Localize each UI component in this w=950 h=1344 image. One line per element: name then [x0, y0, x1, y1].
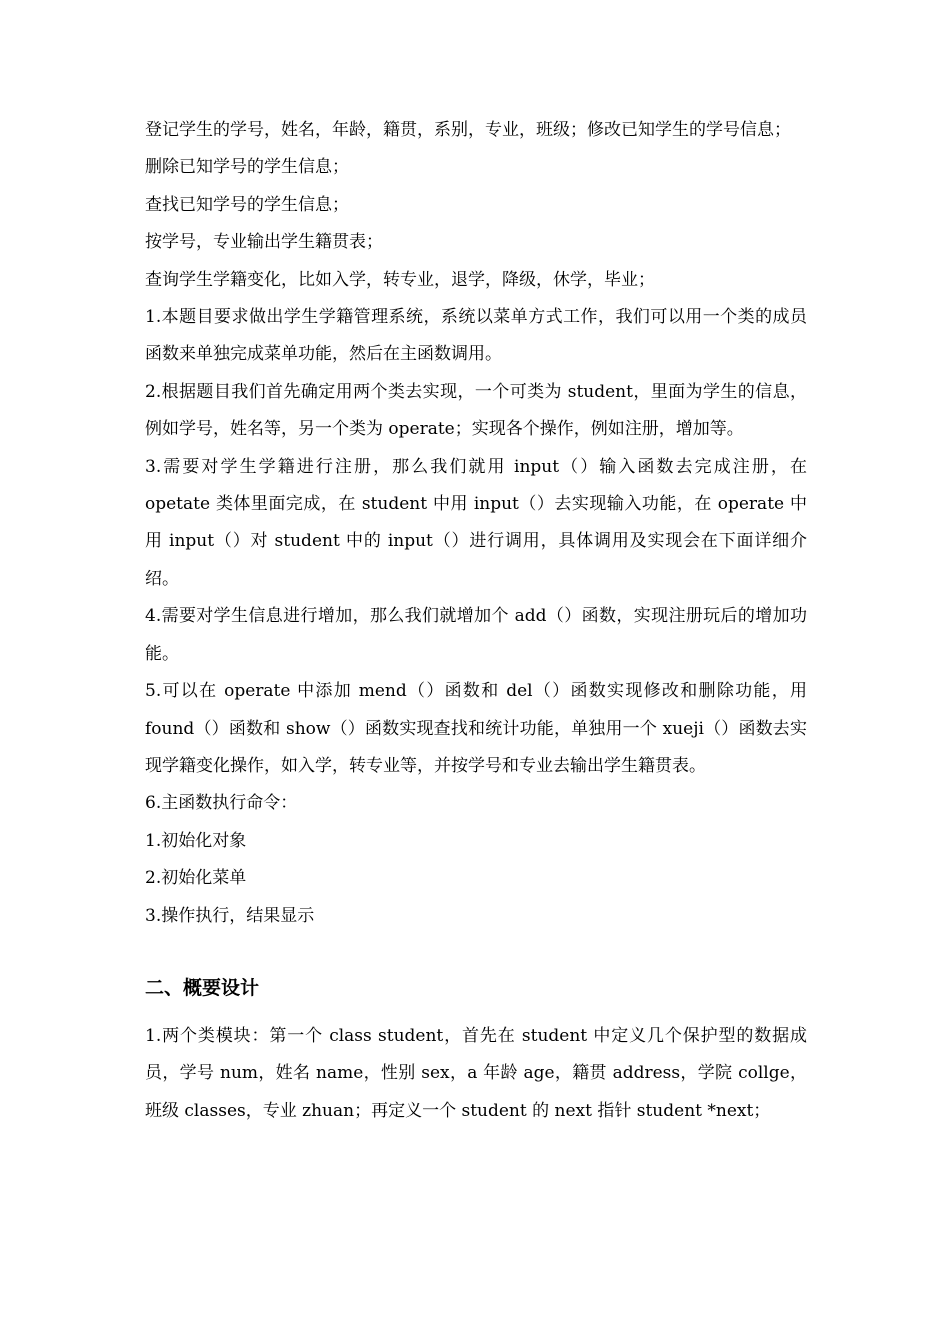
- paragraph-output: 按学号，专业输出学生籍贯表；: [145, 232, 383, 253]
- list-item-init-menu: 2.初始化菜单: [145, 868, 247, 889]
- document-page: [145, 112, 807, 1130]
- list-item-init-object: 1.初始化对象: [145, 830, 247, 851]
- paragraph-point-5: 5.可以在 operate 中添加 mend（）函数和 del（）函数实现修改和删除功能，用 found（）函数和 show（）函数实现查找和统计功能，单独用一个 xueji（）函数去实现学籍变化操作，如入学，转专业等，并按学号和专业去输出学生籍贯表。: [145, 681, 807, 776]
- paragraph-query: 查询学生学籍变化，比如入学，转专业，退学，降级，休学，毕业；: [145, 269, 655, 290]
- section-heading: 二、概要设计: [145, 976, 260, 999]
- paragraph-point-1: 1.本题目要求做出学生学籍管理系统，系统以菜单方式工作，我们可以用一个类的成员函数来单独完成菜单功能，然后在主函数调用。: [145, 307, 807, 365]
- paragraph-point-3: 3.需要对学生学籍进行注册，那么我们就用 input（）输入函数去完成注册，在 opetate 类体里面完成，在 student 中用 input（）去实现输入功能，在 operate 中用 input（）对 student 中的 input（）进行调用，具体调用及实现会在下面详细介绍。: [145, 456, 807, 589]
- paragraph-point-2: 2.根据题目我们首先确定用两个类去实现，一个可类为 student，里面为学生的信息，例如学号，姓名等，另一个类为 operate；实现各个操作，例如注册，增加等。: [145, 381, 807, 440]
- list-item-execute: 3.操作执行，结果显示: [145, 905, 315, 926]
- paragraph-class-modules: 1.两个类模块：第一个 class student，首先在 student 中定义几个保护型的数据成员，学号 num，姓名 name，性别 sex，a 年龄 age，籍贯 address，学院 collge，班级 classes，专业 zhuan；再定义一个 student 的 next 指针 student *next；: [145, 1025, 807, 1121]
- paragraph-find: 查找已知学号的学生信息；: [145, 194, 349, 215]
- paragraph-register: 登记学生的学号，姓名，年龄，籍贯，系别，专业，班级；修改已知学生的学号信息；: [145, 120, 791, 140]
- paragraph-point-4: 4.需要对学生信息进行增加，那么我们就增加个 add（）函数，实现注册玩后的增加功能。: [145, 606, 807, 664]
- paragraph-point-6: 6.主函数执行命令：: [145, 793, 298, 814]
- paragraph-delete: 删除已知学号的学生信息；: [145, 157, 349, 178]
